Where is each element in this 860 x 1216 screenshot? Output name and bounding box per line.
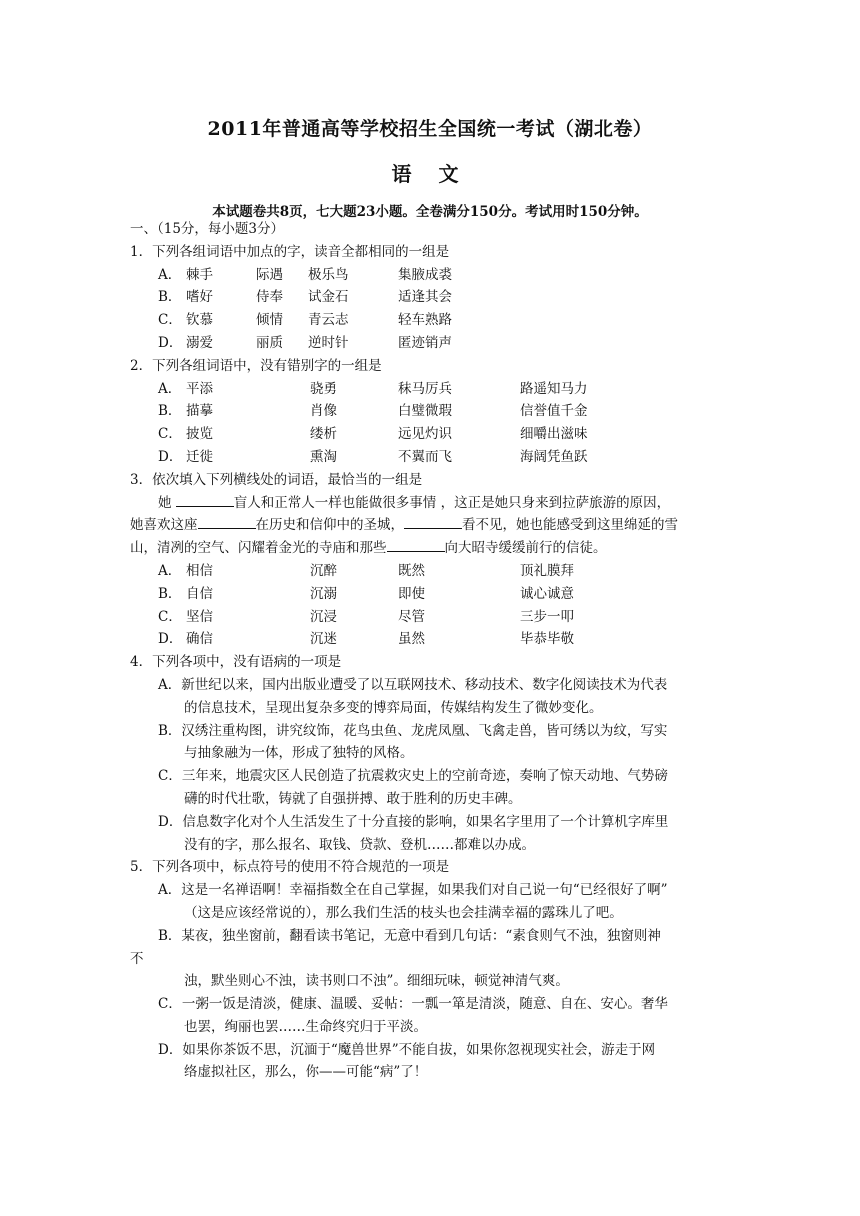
question-3-passage-line-2: 她喜欢这座 在历史和信仰中的圣城， 看不见，她也能感受到这里绵延的雪	[130, 514, 730, 537]
question-5-option-a: A．这是一名禅语啊！幸福指数全在自己掌握，如果我们对自己说一句“已经很好了啊”	[158, 882, 668, 899]
question-5-option-d-cont: 络虚拟社区，那么，你——可能“病”了！	[184, 1064, 428, 1081]
exam-instructions: 本试题卷共8页，七大题23小题。全卷满分150分。考试用时150分钟。	[212, 204, 648, 220]
question-4-option-b-cont: 与抽象融为一体，形成了独特的风格。	[184, 745, 414, 762]
question-5-option-d: D．如果你茶饭不思，沉湎于“魔兽世界”不能自拔，如果你忽视现实社会，游走于网	[158, 1041, 656, 1058]
question-1-option-d: D． 溺爱 丽质 逆时针 匿迹销声	[158, 334, 452, 351]
question-4-stem: 4．下列各项中，没有语病的一项是	[130, 654, 342, 671]
question-2-option-b: B． 描摹 肖像 白璧微瑕 信誉值千金	[158, 403, 588, 420]
question-1-option-b: B． 嗜好 侍奉 试金石 适逢其会	[158, 289, 452, 306]
question-2-option-d: D． 迁徙 熏淘 不翼而飞 海阔凭鱼跃	[158, 448, 588, 465]
question-1-option-c: C． 钦慕 倾情 青云志 轻车熟路	[158, 312, 452, 329]
question-5-option-c: C．一粥一饭是清淡，健康、温暖、妥帖：一瓢一箪是清淡，随意、自在、安心。奢华	[158, 996, 668, 1013]
fill-blank	[198, 514, 256, 529]
fill-blank	[387, 537, 445, 552]
question-3-option-b: B． 自信 沉溺 即使 诚心诚意	[158, 585, 574, 602]
exam-subject: 语 文	[391, 162, 469, 186]
question-4-option-d-cont: 没有的字，那么报名、取钱、贷款、登机……都难以办成。	[184, 836, 535, 853]
question-3-option-a: A． 相信 沉醉 既然 顶礼膜拜	[158, 562, 574, 579]
question-4-option-a: A．新世纪以来，国内出版业遭受了以互联网技术、移动技术、数字化阅读技术为代表	[158, 676, 668, 693]
question-3-option-d: D． 确信 沉迷 虽然 毕恭毕敬	[158, 631, 574, 648]
question-1-stem: 1．下列各组词语中加点的字，读音全都相同的一组是	[130, 243, 450, 260]
question-3-option-c: C． 坚信 沉浸 尽管 三步一叩	[158, 608, 574, 625]
question-3-stem: 3．依次填入下列横线处的词语，最恰当的一组是	[130, 471, 423, 488]
question-1-option-a: A． 棘手 际遇 极乐鸟 集腋成裘	[158, 266, 452, 283]
question-5-option-b-wrap: 不	[130, 950, 144, 967]
question-2-stem: 2．下列各组词语中，没有错别字的一组是	[130, 357, 382, 374]
section-heading: 一、（15分，每小题3分）	[130, 221, 285, 237]
fill-blank	[404, 514, 462, 529]
exam-title: 2011年普通高等学校招生全国统一考试（湖北卷）	[207, 118, 653, 140]
question-5-option-c-cont: 也罢，绚丽也罢……生命终究归于平淡。	[184, 1018, 427, 1035]
question-5-option-b: B．某夜，独坐窗前，翻看读书笔记，无意中看到几句话：“素食则气不浊，独窗则神	[158, 927, 661, 944]
question-4-option-c-cont: 礴的时代壮歌，铸就了自强拼搏、敢于胜利的历史丰碑。	[184, 790, 522, 807]
question-4-option-a-cont: 的信息技术，呈现出复杂多变的博弈局面，传媒结构发生了微妙变化。	[184, 699, 603, 716]
question-3-passage-line-1: 她 盲人和正常人一样也能做很多事情 ，这正是她只身来到拉萨旅游的原因，	[130, 492, 730, 515]
fill-blank	[176, 492, 234, 507]
question-4-option-b: B．汉绣注重构图，讲究纹饰，花鸟虫鱼、龙虎凤凰、飞禽走兽，皆可绣以为纹，写实	[158, 722, 668, 739]
question-3-passage-line-3: 山，清冽的空气、闪耀着金光的寺庙和那些 向大昭寺缓缓前行的信徒。	[130, 537, 730, 560]
question-5-stem: 5．下列各项中，标点符号的使用不符合规范的一项是	[130, 859, 450, 876]
question-4-option-d: D．信息数字化对个人生活发生了十分直接的影响，如果名字里用了一个计算机字库里	[158, 813, 669, 830]
question-5-option-a-cont: （这是应该经常说的），那么我们生活的枝头也会挂满幸福的露珠儿了吧。	[184, 904, 623, 921]
question-4-option-c: C．三年来，地震灾区人民创造了抗震救灾史上的空前奇迹，奏响了惊天动地、气势磅	[158, 768, 668, 785]
exam-body	[130, 218, 730, 1084]
question-5-option-b-cont: 浊，默坐则心不浊，读书则口不浊”。细细玩味，顿觉神清气爽。	[184, 973, 569, 990]
question-2-option-a: A． 平添 骁勇 秣马厉兵 路遥知马力	[158, 380, 588, 397]
question-2-option-c: C． 披览 缕析 远见灼识 细嚼出滋味	[158, 426, 588, 443]
